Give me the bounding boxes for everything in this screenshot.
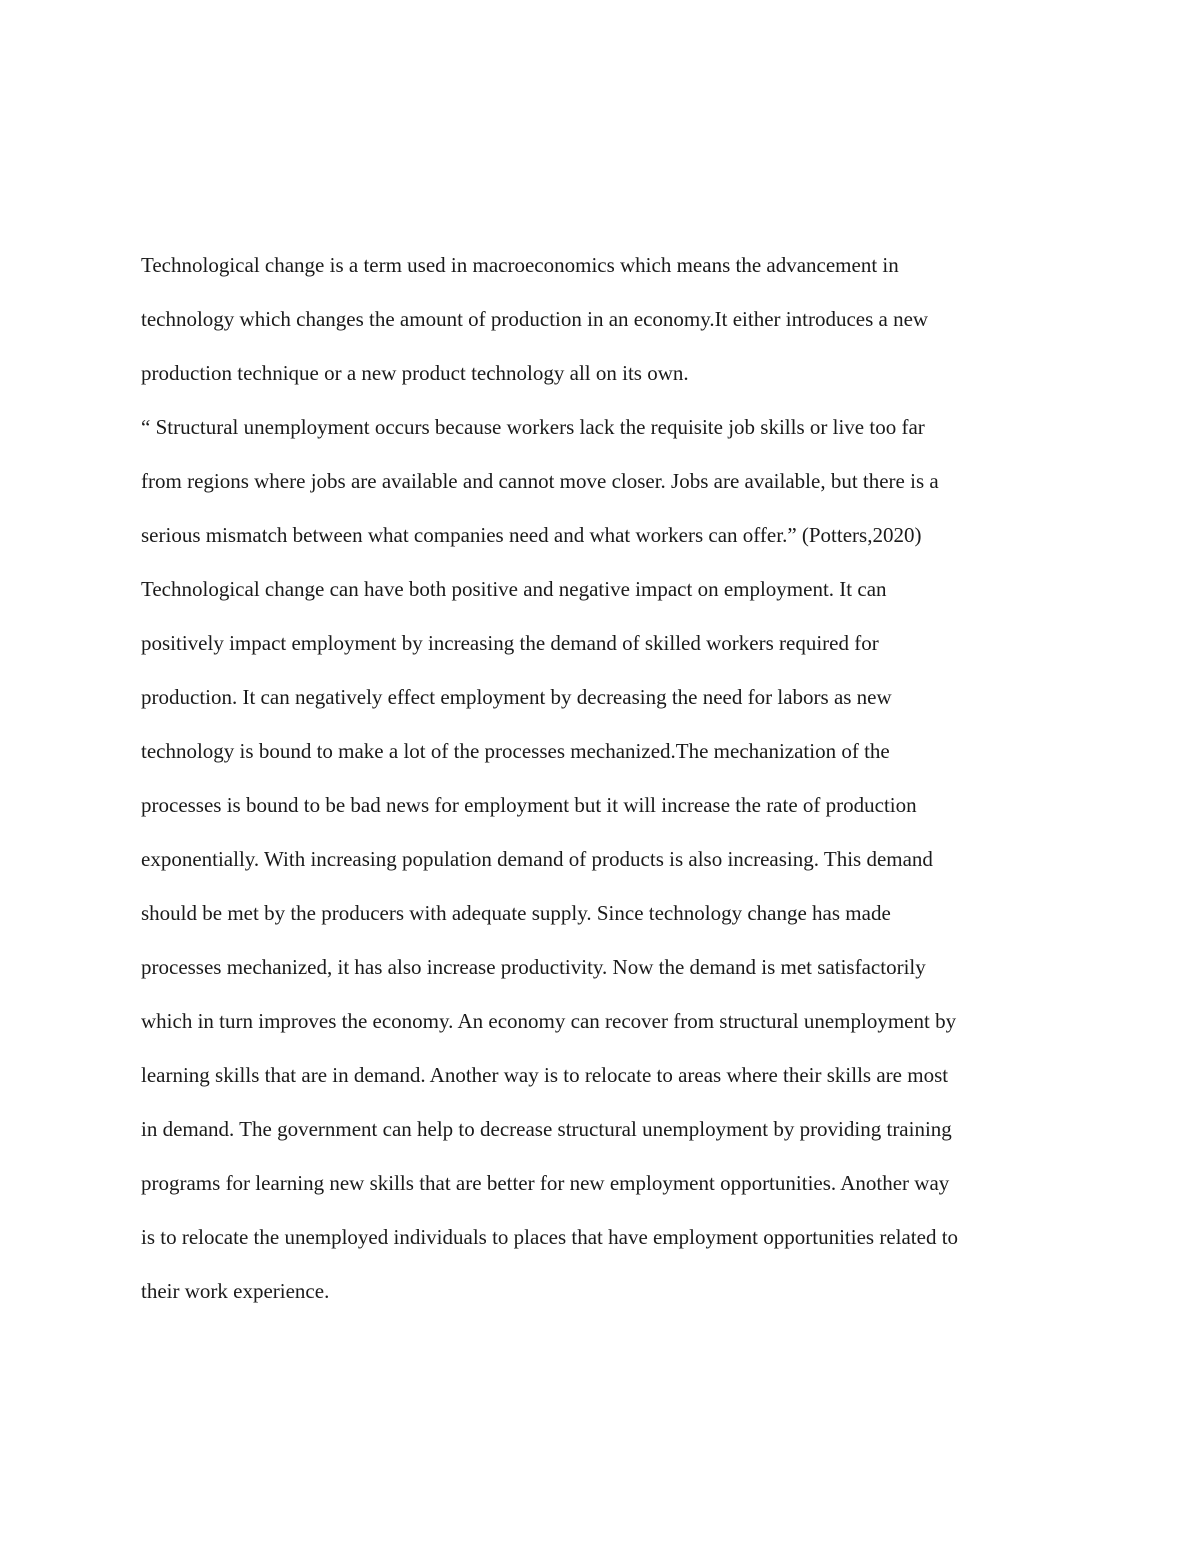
text-line: processes is bound to be bad news for employment but it will increase the rate of production	[141, 793, 917, 817]
text-line: positively impact employment by increasing the demand of skilled workers required for	[141, 631, 879, 655]
text-line: processes mechanized, it has also increase productivity. Now the demand is met satisfactorily	[141, 955, 926, 979]
text-line: in demand. The government can help to decrease structural unemployment by providing training	[141, 1117, 952, 1141]
text-line: Technological change can have both positive and negative impact on employment. It can	[141, 577, 887, 601]
text-line: “ Structural unemployment occurs because workers lack the requisite job skills or live too far	[141, 415, 925, 439]
text-line: technology which changes the amount of production in an economy.It either introduces a new	[141, 307, 929, 331]
text-line: should be met by the producers with adequate supply. Since technology change has made	[141, 901, 891, 925]
text-line: production. It can negatively effect employment by decreasing the need for labors as new	[141, 685, 892, 709]
text-line: serious mismatch between what companies need and what workers can offer.” (Potters,2020)	[141, 523, 922, 547]
text-line: is to relocate the unemployed individuals to places that have employment opportunities related to	[141, 1225, 959, 1249]
body-text	[141, 245, 1101, 1325]
text-line: Technological change is a term used in macroeconomics which means the advancement in	[141, 253, 899, 277]
text-line: which in turn improves the economy. An economy can recover from structural unemployment by	[141, 1009, 957, 1033]
text-line: learning skills that are in demand. Another way is to relocate to areas where their skills are most	[141, 1063, 949, 1087]
text-line: technology is bound to make a lot of the processes mechanized.The mechanization of the	[141, 739, 890, 763]
text-line: programs for learning new skills that are better for new employment opportunities. Another way	[141, 1171, 950, 1195]
text-line: exponentially. With increasing population demand of products is also increasing. This demand	[141, 847, 933, 871]
text-line: production technique or a new product technology all on its own.	[141, 361, 689, 385]
text-line: from regions where jobs are available and cannot move closer. Jobs are available, but there is a	[141, 469, 939, 493]
text-line: their work experience.	[141, 1279, 330, 1303]
